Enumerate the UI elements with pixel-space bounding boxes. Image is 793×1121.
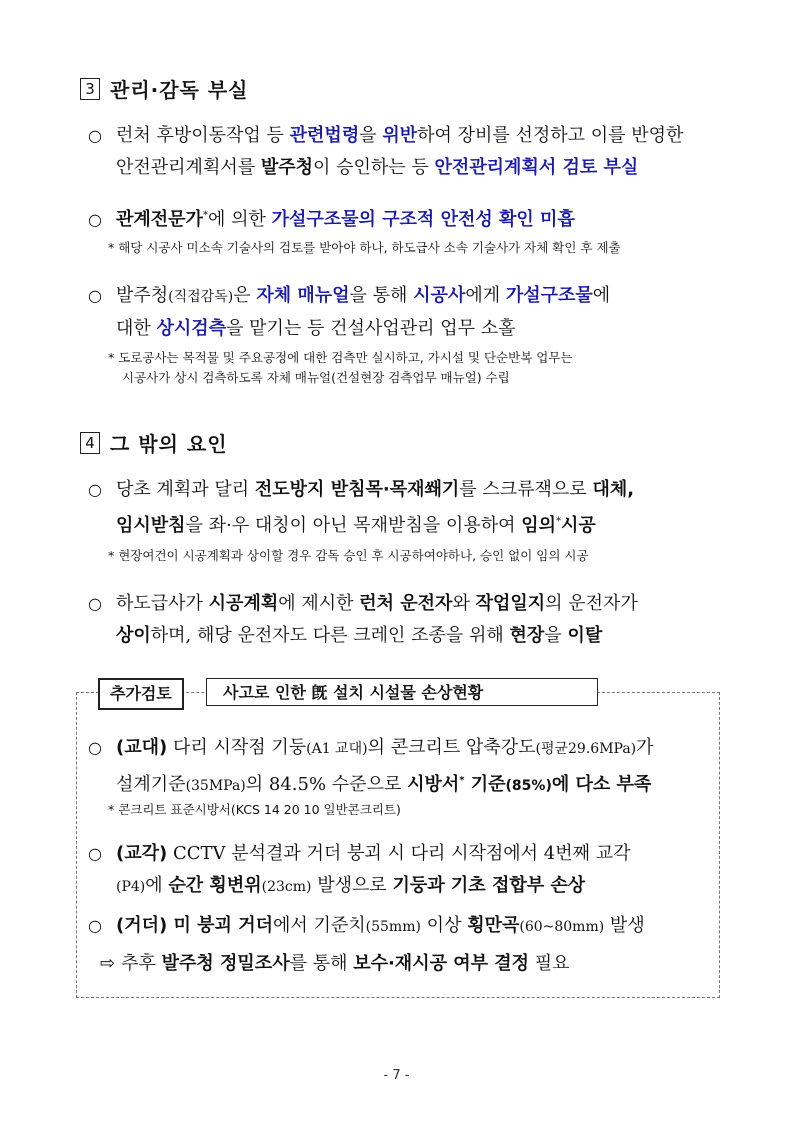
bullet-icon: ○ xyxy=(88,738,102,757)
section-4-heading xyxy=(80,428,228,457)
bullet-icon: ○ xyxy=(88,844,102,863)
section-title: 그 밖의 요인 xyxy=(110,432,228,456)
note-site-conditions: * 현장여건이 시공계획과 상이할 경우 감독 승인 후 시공하여야하나, 승인 없이 임의 시공 xyxy=(108,548,589,563)
section-number: 3 xyxy=(80,78,100,100)
section-number: 4 xyxy=(80,432,100,454)
bullet-icon: ○ xyxy=(88,594,102,613)
paragraph-launcher-regulation: ○ 런처 후방이동작업 등 관련법령을 위반하여 장비를 선정하고 이를 반영한 안전관리계획서를 발주청이 승인하는 등 안전관리계획서 검토 부실 xyxy=(88,120,728,184)
note-concrete-spec: * 콘크리트 표준시방서(KCS 14 20 10 일반콘크리트) xyxy=(108,802,401,817)
page-number: - 7 - xyxy=(383,1068,410,1083)
review-item-pier: ○ (교각) CCTV 분석결과 거더 붕괴 시 다리 시작점에서 4번째 교각 (P4)에 순간 횡변위(23cm) 발생으로 기둥과 기초 접합부 손상 xyxy=(88,838,728,903)
section-3-heading xyxy=(80,74,248,103)
review-conclusion: ⇨ 추후 발주청 정밀조사를 통해 보수·재시공 여부 결정 필요 xyxy=(100,953,570,974)
paragraph-expert-review: ○ 관계전문가*에 의한 가설구조물의 구조적 안전성 확인 미흡 xyxy=(88,200,728,236)
review-tag: 추가검토 xyxy=(98,678,184,710)
review-item-girder: ○ (거더) 미 붕괴 거더에서 기준치(55mm) 이상 횡만곡(60~80mm) 발생 xyxy=(88,910,728,943)
paragraph-original-plan: ○ 당초 계획과 달리 전도방지 받침목·목재쐐기를 스크류잭으로 대체, 임시받침을 좌·우 대칭이 아닌 목재받침을 이용하여 임의*시공 xyxy=(88,474,728,542)
arrow-right-icon: ⇨ xyxy=(100,953,116,974)
bullet-icon: ○ xyxy=(88,210,102,229)
bullet-icon: ○ xyxy=(88,126,102,145)
note-expert-review: * 해당 시공사 미소속 기술사의 검토를 받아야 하나, 하도급사 소속 기술사가 자체 확인 후 제출 xyxy=(108,240,621,255)
note-road-corporation: * 도로공사는 목적물 및 주요공정에 대한 검측만 실시하고, 가시설 및 단순반복 업무는 시공사가 상시 검측하도록 자체 매뉴얼(건설현장 검측업무 매뉴얼) 수립 xyxy=(108,350,573,385)
bullet-icon: ○ xyxy=(88,916,102,935)
bullet-icon: ○ xyxy=(88,480,102,499)
paragraph-subcontractor: ○ 하도급사가 시공계획에 제시한 런처 운전자와 작업일지의 운전자가 상이하며, 해당 운전자도 다른 크레인 조종을 위해 현장을 이탈 xyxy=(88,588,728,652)
bullet-icon: ○ xyxy=(88,286,102,305)
review-item-abutment: ○ (교대) 다리 시작점 기둥(A1 교대)의 콘크리트 압축강도(평균29.6MPa)가 설계기준(35MPa)의 84.5% 수준으로 시방서* 기준(85%)에 다소 부족 xyxy=(88,732,728,802)
paragraph-client-supervision: ○ 발주청(직접감독)은 자체 매뉴얼을 통해 시공사에게 가설구조물에 대한 상시검측을 맡기는 등 건설사업관리 업무 소홀 xyxy=(88,280,728,345)
section-title: 관리·감독 부실 xyxy=(110,78,249,102)
review-title: 사고로 인한 旣 설치 시설물 손상현황 xyxy=(206,678,598,706)
